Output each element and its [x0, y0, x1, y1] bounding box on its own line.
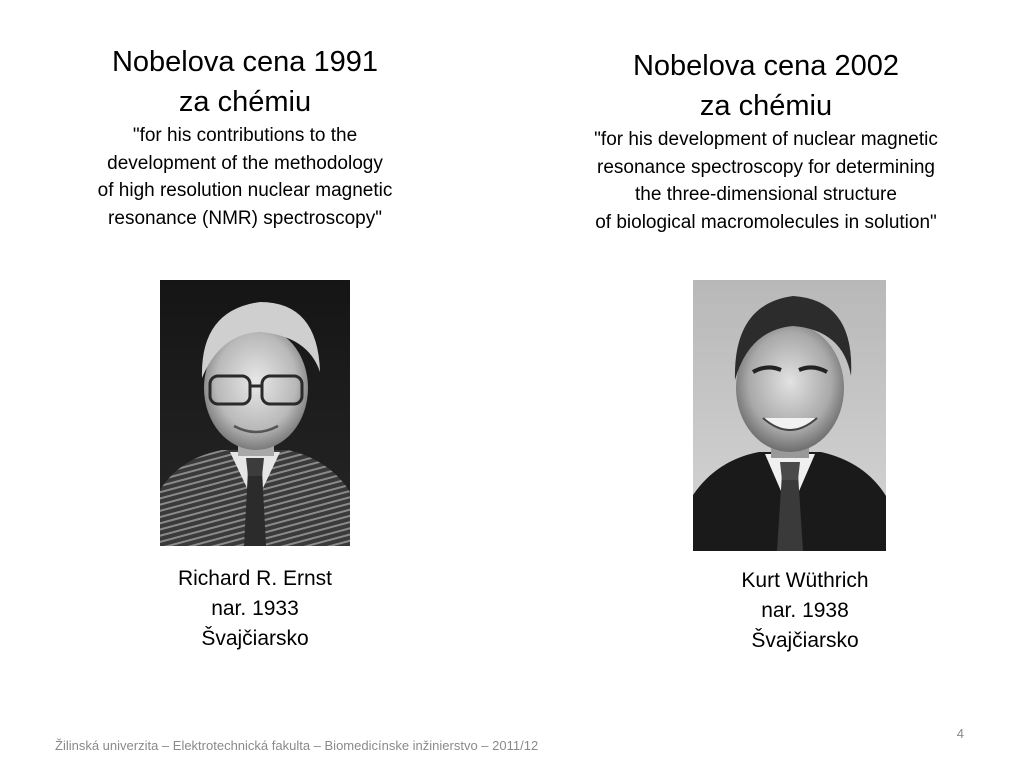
slide-footer: Žilinská univerzita – Elektrotechnická fakulta – Biomedicínske inžinierstvo – 2011/12 — [55, 738, 539, 753]
right-citation-line: resonance spectroscopy for determining — [597, 156, 935, 178]
left-prize-heading — [60, 42, 430, 232]
left-laureate-caption — [140, 564, 370, 654]
right-prize-title: Nobelova cena 2002 — [632, 50, 900, 82]
right-citation-line: the three-dimensional structure — [635, 184, 897, 205]
left-prize-title: Nobelova cena 1991 — [111, 46, 379, 78]
left-citation-line: resonance (NMR) spectroscopy" — [108, 207, 382, 229]
right-citation-line: of biological macromolecules in solution" — [595, 211, 937, 233]
right-laureate-caption — [690, 566, 920, 656]
left-citation-line: "for his contributions to the — [132, 125, 358, 146]
left-laureate-birth: nar. 1933 — [211, 597, 299, 620]
right-citation-line: "for his development of nuclear magnetic — [594, 129, 938, 150]
right-laureate-birth: nar. 1938 — [761, 599, 849, 622]
laureate-portrait-ernst — [160, 280, 350, 546]
right-prize-subject: za chémiu — [699, 90, 833, 122]
right-prize-heading — [556, 46, 976, 236]
left-citation-line: of high resolution nuclear magnetic — [97, 180, 393, 201]
laureate-portrait-wuthrich — [693, 280, 886, 551]
left-prize-subject: za chémiu — [178, 86, 312, 118]
left-laureate-country: Švajčiarsko — [201, 627, 309, 650]
right-laureate-name: Kurt Wüthrich — [741, 569, 869, 592]
left-citation-line: development of the methodology — [107, 152, 383, 174]
slide-number: 4 — [956, 726, 964, 741]
left-laureate-name: Richard R. Ernst — [177, 567, 333, 590]
right-laureate-country: Švajčiarsko — [751, 629, 859, 652]
